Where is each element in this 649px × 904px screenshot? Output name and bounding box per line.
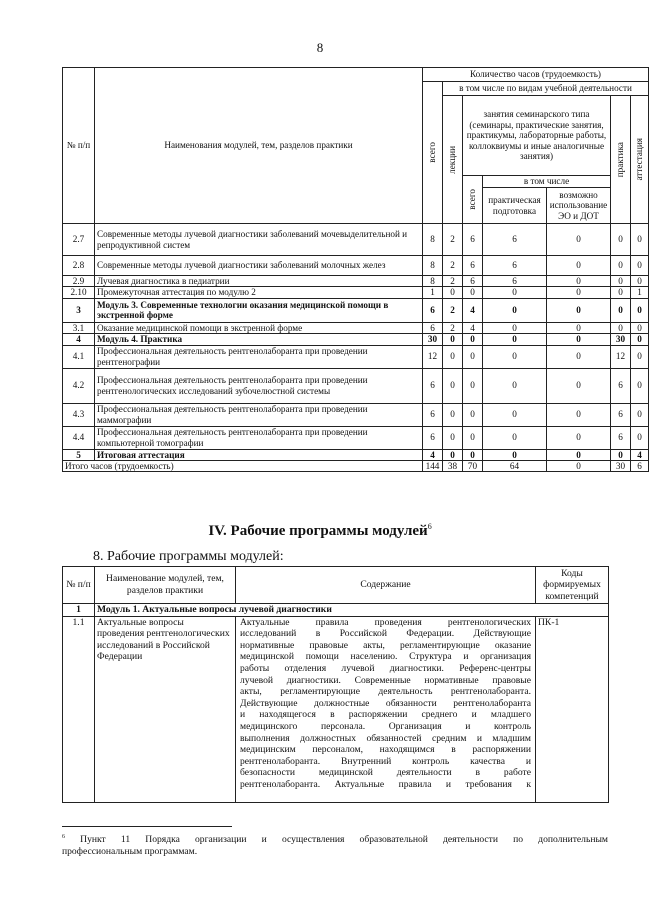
row-total: 6 xyxy=(423,298,443,322)
hours-row xyxy=(63,224,649,256)
content-line: выполнения должностных обязанностей средним и младшим xyxy=(240,732,531,744)
content-line: акты, регламентирующие деятельность рентгенолаборанта. xyxy=(240,686,531,698)
row-lectures: 0 xyxy=(443,426,463,449)
hours-row xyxy=(63,334,649,345)
content-line: Актуальные правила проведения рентгенологических xyxy=(240,616,531,628)
row-total: 8 xyxy=(423,276,443,287)
row-practical-prep: 0 xyxy=(483,368,547,403)
row-seminar: 6 xyxy=(463,276,483,287)
content-line: рентгенолаборанта. Актуальные правила и требования к xyxy=(240,778,531,790)
row-code: ПК-1 xyxy=(536,616,609,802)
row-total: 6 xyxy=(423,322,443,333)
row-seminar: 0 xyxy=(463,287,483,298)
footnote xyxy=(62,831,608,858)
row-total: 1 xyxy=(423,287,443,298)
header-eo-dot: возможно использование ЭО и ДОТ xyxy=(547,188,611,224)
row-num: 3 xyxy=(63,298,95,322)
content-line: Действующие должностные обязанности рентгенолаборанта xyxy=(240,697,531,709)
header-practice: практика xyxy=(611,96,631,224)
row-practice: 0 xyxy=(611,256,631,276)
header-num: № п/п xyxy=(63,68,95,224)
content-line: исследований в Российской Федерации. Действующие xyxy=(240,628,531,640)
row-practice: 0 xyxy=(611,287,631,298)
content-line: лучевой диагностики. Современные нормативные правовые xyxy=(240,674,531,686)
row-practical-prep: 0 xyxy=(483,449,547,460)
row-eo-dot: 0 xyxy=(547,368,611,403)
row-eo-dot: 0 xyxy=(547,256,611,276)
row-lectures: 2 xyxy=(443,224,463,256)
content-line: работы отделения лучевой диагностики. Референс-центры xyxy=(240,662,531,674)
subheading: 8. Рабочие программы модулей: xyxy=(93,549,284,564)
t2-header-content: Содержание xyxy=(236,567,536,604)
row-seminar: 0 xyxy=(463,426,483,449)
content-line: нормативные правовые акты, регламентирующие оказание xyxy=(240,639,531,651)
hours-row xyxy=(63,449,649,460)
footnote-line1: $^6$ Пункт 11 Порядка организации и осуществления образовательной деятельности по дополнительным xyxy=(62,834,608,846)
header-name: Наименования модулей, тем, разделов практики xyxy=(95,68,423,224)
row-num: 4.2 xyxy=(63,368,95,403)
row-lectures: 0 xyxy=(443,403,463,426)
footnote-rule xyxy=(62,826,232,827)
hours-row xyxy=(63,287,649,298)
row-practice: 0 xyxy=(611,298,631,322)
row-num: 4 xyxy=(63,334,95,345)
t2-header-codes: Коды формируемых компетенций xyxy=(536,567,609,604)
row-name: Современные методы лучевой диагностики заболеваний мочевыделительной и репродуктивной систем xyxy=(95,224,423,256)
row-seminar: 4 xyxy=(463,322,483,333)
total-seminar: 70 xyxy=(463,461,483,472)
row-attestation: 0 xyxy=(631,345,649,368)
hours-row xyxy=(63,426,649,449)
row-name: Профессиональная деятельность рентгенолаборанта при проведении компьютерной томографии xyxy=(95,426,423,449)
row-total: 30 xyxy=(423,334,443,345)
row-total: 8 xyxy=(423,224,443,256)
row-attestation: 0 xyxy=(631,298,649,322)
hours-table xyxy=(62,67,649,472)
row-num: 2.10 xyxy=(63,287,95,298)
header-lectures: лекции xyxy=(443,96,463,224)
row-practical-prep: 6 xyxy=(483,224,547,256)
row-seminar: 6 xyxy=(463,256,483,276)
row-num: 4.3 xyxy=(63,403,95,426)
row-name: Итоговая аттестация xyxy=(95,449,423,460)
module-title: Модуль 1. Актуальные вопросы лучевой диагностики xyxy=(95,604,609,617)
row-seminar: 0 xyxy=(463,368,483,403)
row-practical-prep: 0 xyxy=(483,426,547,449)
content-line: рентгенолаборанта. Внутренний контроль качества и xyxy=(240,755,531,767)
row-attestation: 1 xyxy=(631,287,649,298)
row-total: 6 xyxy=(423,403,443,426)
row-content xyxy=(236,616,536,802)
hours-row xyxy=(63,322,649,333)
row-num: 2.8 xyxy=(63,256,95,276)
row-total: 8 xyxy=(423,256,443,276)
hours-row xyxy=(63,298,649,322)
row-practical-prep: 6 xyxy=(483,256,547,276)
hours-row xyxy=(63,256,649,276)
row-lectures: 0 xyxy=(443,345,463,368)
row-seminar: 4 xyxy=(463,298,483,322)
header-by-type: в том числе по видам учебной деятельности xyxy=(443,82,649,96)
row-eo-dot: 0 xyxy=(547,334,611,345)
row-attestation: 0 xyxy=(631,322,649,333)
header-seminar-total: всего xyxy=(463,176,483,224)
row-attestation: 0 xyxy=(631,276,649,287)
row-name: Промежуточная аттестация по модулю 2 xyxy=(95,287,423,298)
row-eo-dot: 0 xyxy=(547,449,611,460)
row-eo-dot: 0 xyxy=(547,287,611,298)
total-practical-prep: 64 xyxy=(483,461,547,472)
total-lectures: 38 xyxy=(443,461,463,472)
row-practice: 0 xyxy=(611,276,631,287)
row-name: Профессиональная деятельность рентгенолаборанта при проведении маммографии xyxy=(95,403,423,426)
row-practice: 0 xyxy=(611,449,631,460)
total-eo-dot: 0 xyxy=(547,461,611,472)
row-num: 3.1 xyxy=(63,322,95,333)
row-practical-prep: 0 xyxy=(483,403,547,426)
row-attestation: 0 xyxy=(631,368,649,403)
row-practice: 6 xyxy=(611,368,631,403)
row-name: Профессиональная деятельность рентгенолаборанта при проведении рентгенографии xyxy=(95,345,423,368)
row-attestation: 0 xyxy=(631,426,649,449)
row-lectures: 2 xyxy=(443,256,463,276)
header-seminar: занятия семинарского типа (семинары, практические занятия, практикумы, лабораторные работы, коллоквиумы и иные аналогичные занятия) xyxy=(463,96,611,176)
row-name: Профессиональная деятельность рентгенолаборанта при проведении рентгенологических исследований зубочелюстной системы xyxy=(95,368,423,403)
total-label: Итого часов (трудоемкость) xyxy=(63,461,423,472)
row-practical-prep: 0 xyxy=(483,298,547,322)
row-practice: 12 xyxy=(611,345,631,368)
row-lectures: 0 xyxy=(443,368,463,403)
row-num: 5 xyxy=(63,449,95,460)
t2-header-num: № п/п xyxy=(63,567,95,604)
section-heading: IV. Рабочие программы модулей$^6$ xyxy=(208,522,432,539)
row-practice: 6 xyxy=(611,403,631,426)
row-attestation: 0 xyxy=(631,224,649,256)
header-total: всего xyxy=(423,82,443,224)
row-attestation: 0 xyxy=(631,403,649,426)
total-practice: 30 xyxy=(611,461,631,472)
row-practice: 6 xyxy=(611,426,631,449)
content-line: медицинской помощи населению. Структура и организация xyxy=(240,651,531,663)
footnote-ref: 6 xyxy=(427,522,432,531)
row-practice: 0 xyxy=(611,224,631,256)
row-seminar: 6 xyxy=(463,224,483,256)
row-lectures: 0 xyxy=(443,449,463,460)
row-total: 4 xyxy=(423,449,443,460)
row-practical-prep: 0 xyxy=(483,334,547,345)
total-row xyxy=(63,461,649,472)
row-attestation: 0 xyxy=(631,256,649,276)
row-attestation: 0 xyxy=(631,334,649,345)
row-seminar: 0 xyxy=(463,345,483,368)
row-name: Модуль 4. Практика xyxy=(95,334,423,345)
row-lectures: 2 xyxy=(443,276,463,287)
row-eo-dot: 0 xyxy=(547,426,611,449)
row-name: Оказание медицинской помощи в экстренной форме xyxy=(95,322,423,333)
content-line: и находящегося в распоряжении среднего и младшего xyxy=(240,709,531,721)
total-attestation: 6 xyxy=(631,461,649,472)
row-practical-prep: 6 xyxy=(483,276,547,287)
row-total: 6 xyxy=(423,426,443,449)
row-seminar: 0 xyxy=(463,403,483,426)
row-name: Модуль 3. Современные технологии оказания медицинской помощи в экстренной форме xyxy=(95,298,423,322)
header-incl: в том числе xyxy=(483,176,611,188)
content-line: медицинского персонала. Организация и контроль xyxy=(240,720,531,732)
t2-header-name: Наименование модулей, тем, разделов практики xyxy=(95,567,236,604)
row-lectures: 0 xyxy=(443,334,463,345)
row-practice: 30 xyxy=(611,334,631,345)
row-seminar: 0 xyxy=(463,334,483,345)
row-practical-prep: 0 xyxy=(483,287,547,298)
row-eo-dot: 0 xyxy=(547,322,611,333)
row-eo-dot: 0 xyxy=(547,298,611,322)
row-practice: 0 xyxy=(611,322,631,333)
row-eo-dot: 0 xyxy=(547,276,611,287)
row-seminar: 0 xyxy=(463,449,483,460)
row-name: Современные методы лучевой диагностики заболеваний молочных желез xyxy=(95,256,423,276)
row-eo-dot: 0 xyxy=(547,224,611,256)
footnote-line2: профессиональным программам. xyxy=(62,846,198,858)
module-num: 1 xyxy=(63,604,95,617)
header-practical-prep: практическая подготовка xyxy=(483,188,547,224)
content-line: безопасности медицинской деятельности в работе xyxy=(240,767,531,779)
hours-row xyxy=(63,403,649,426)
hours-row xyxy=(63,345,649,368)
row-eo-dot: 0 xyxy=(547,403,611,426)
row-total: 12 xyxy=(423,345,443,368)
page-number: 8 xyxy=(316,40,324,55)
modules-table xyxy=(62,566,609,803)
header-hours: Количество часов (трудоемкость) xyxy=(423,68,649,82)
row-name: Лучевая диагностика в педиатрии xyxy=(95,276,423,287)
total-hours: 144 xyxy=(423,461,443,472)
row-practical-prep: 0 xyxy=(483,345,547,368)
row-lectures: 0 xyxy=(443,287,463,298)
row-lectures: 2 xyxy=(443,322,463,333)
row-lectures: 2 xyxy=(443,298,463,322)
hours-row xyxy=(63,368,649,403)
row-num: 2.7 xyxy=(63,224,95,256)
row-num: 4.1 xyxy=(63,345,95,368)
row-num: 1.1 xyxy=(63,616,95,802)
row-num: 2.9 xyxy=(63,276,95,287)
row-practical-prep: 0 xyxy=(483,322,547,333)
row-num: 4.4 xyxy=(63,426,95,449)
hours-row xyxy=(63,276,649,287)
row-eo-dot: 0 xyxy=(547,345,611,368)
header-attestation: аттестация xyxy=(631,96,649,224)
row-attestation: 4 xyxy=(631,449,649,460)
row-name: Актуальные вопросы проведения рентгенологических исследований в Российской Федерации xyxy=(95,616,236,802)
content-line: медицинским персоналом, находящимся в распоряжении xyxy=(240,744,531,756)
row-total: 6 xyxy=(423,368,443,403)
